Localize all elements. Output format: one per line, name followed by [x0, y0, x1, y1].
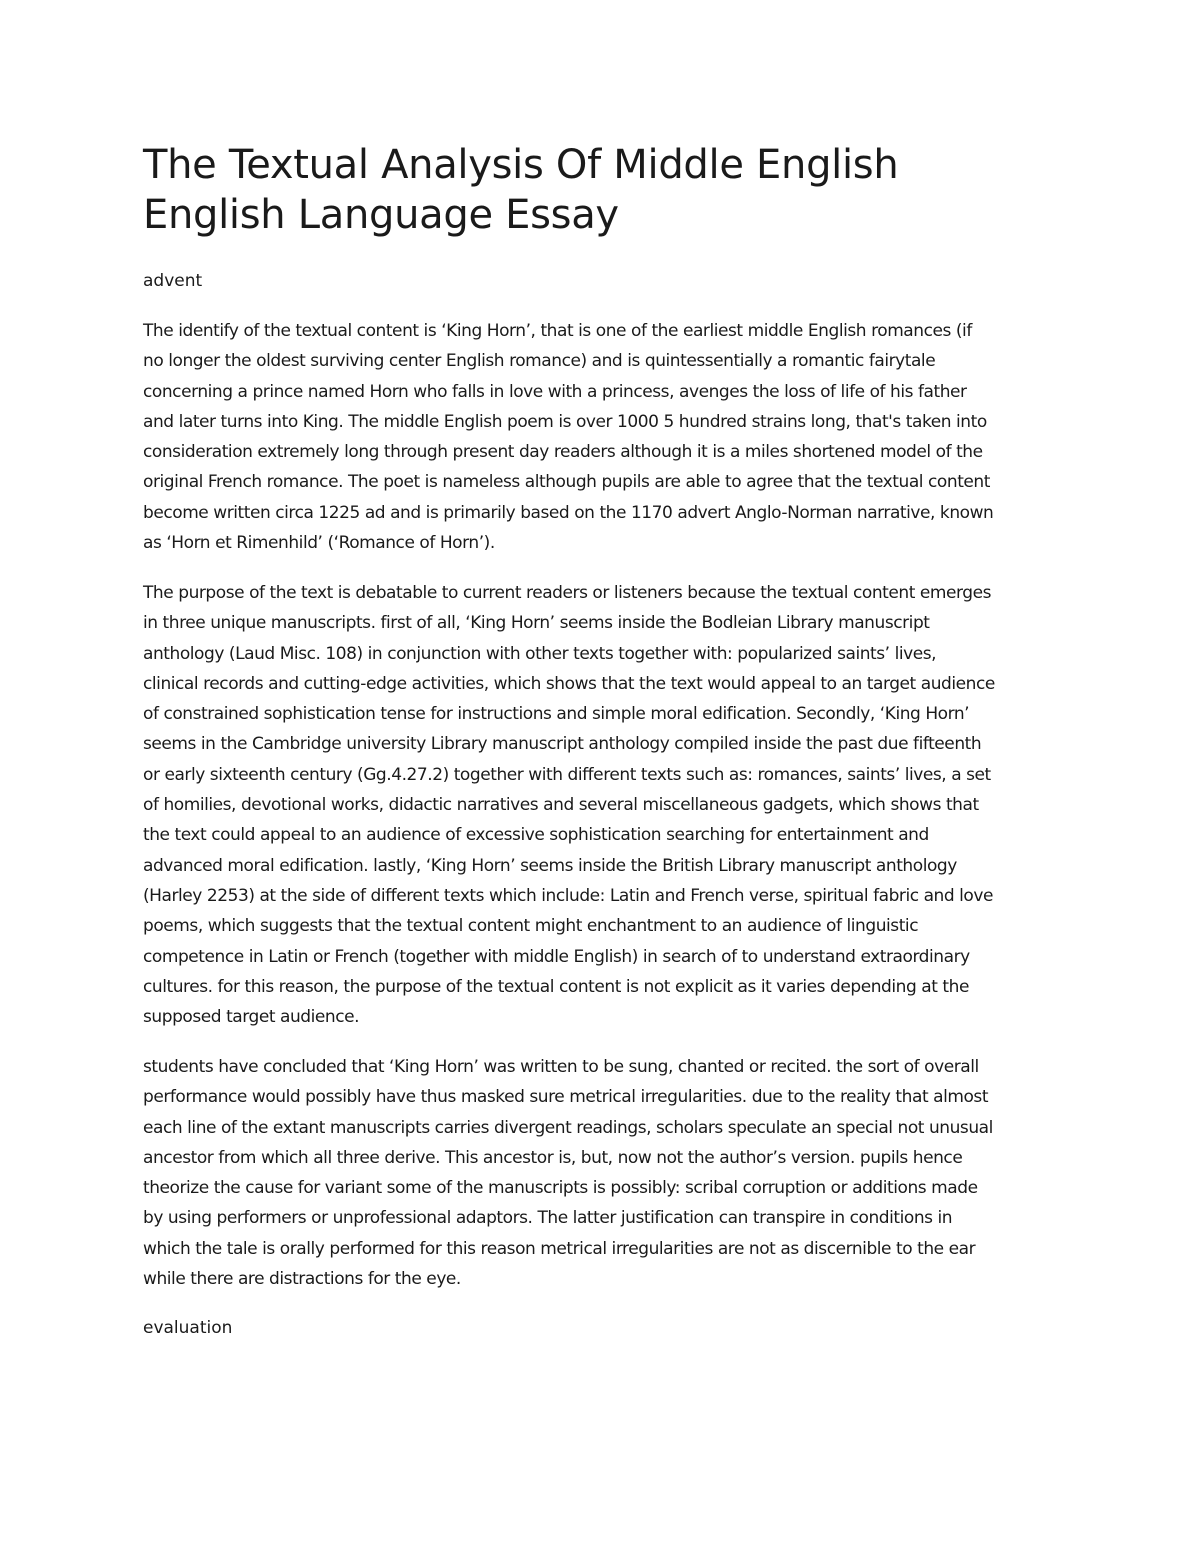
text-line: of homilies, devotional works, didactic narratives and several miscellaneous gadgets, which shows that: [143, 795, 979, 816]
text-line: poems, which suggests that the textual content might enchantment to an audience of linguistic: [143, 916, 919, 937]
section-heading-evaluation: evaluation: [143, 1318, 233, 1338]
text-line: competence in Latin or French (together with middle English) in search of to understand extraordinary: [143, 946, 970, 967]
text-line: while there are distractions for the eye.: [143, 1269, 461, 1290]
text-line: clinical records and cutting-edge activities, which shows that the text would appeal to an target audience: [143, 673, 995, 694]
title-line: English Language Essay: [143, 192, 619, 238]
text-line: anthology (Laud Misc. 108) in conjunction with other texts together with: popularized saints’ lives,: [143, 643, 937, 664]
text-line: consideration extremely long through present day readers although it is a miles shortened model of the: [143, 442, 983, 463]
text-line: supposed target audience.: [143, 1007, 360, 1028]
text-line: in three unique manuscripts. first of all, ‘King Horn’ seems inside the Bodleian Library manuscript: [143, 613, 930, 634]
text-line: and later turns into King. The middle English poem is over 1000 5 hundred strains long, that's taken into: [143, 411, 987, 432]
body-paragraph-2: [143, 578, 1063, 1032]
text-line: by using performers or unprofessional adaptors. The latter justification can transpire in conditions in: [143, 1208, 953, 1229]
text-line: each line of the extant manuscripts carries divergent readings, scholars speculate an special not unusual: [143, 1117, 993, 1138]
text-line: advanced moral edification. lastly, ‘King Horn’ seems inside the British Library manuscript anthology: [143, 855, 957, 876]
text-line: seems in the Cambridge university Library manuscript anthology compiled inside the past due fifteenth: [143, 734, 982, 755]
text-line: The purpose of the text is debatable to current readers or listeners because the textual content emerges: [143, 583, 991, 603]
text-line: (Harley 2253) at the side of different texts which include: Latin and French verse, spiritual fabric and love: [143, 885, 993, 906]
text-line: as ‘Horn et Rimenhild’ (‘Romance of Horn’).: [143, 533, 495, 554]
text-line: become written circa 1225 ad and is primarily based on the 1170 advert Anglo-Norman narrative, known: [143, 502, 994, 523]
title-line: The Textual Analysis Of Middle English: [143, 142, 899, 188]
document-title: [143, 140, 1063, 240]
text-line: performance would possibly have thus masked sure metrical irregularities. due to the reality that almost: [143, 1087, 989, 1108]
text-line: theorize the cause for variant some of the manuscripts is possibly: scribal corruption or additions made: [143, 1178, 978, 1199]
text-line: original French romance. The poet is nameless although pupils are able to agree that the textual content: [143, 472, 990, 493]
text-line: which the tale is orally performed for this reason metrical irregularities are not as discernible to the ear: [143, 1238, 976, 1259]
text-line: or early sixteenth century (Gg.4.27.2) together with different texts such as: romances, saints’ lives, a set: [143, 764, 991, 785]
text-line: the text could appeal to an audience of excessive sophistication searching for entertainment and: [143, 825, 929, 846]
text-line: The identify of the textual content is ‘King Horn’, that is one of the earliest middle English romances (if: [143, 321, 972, 341]
text-line: cultures. for this reason, the purpose of the textual content is not explicit as it varies depending at the: [143, 976, 969, 997]
text-line: no longer the oldest surviving center English romance) and is quintessentially a romantic fairytale: [143, 351, 936, 372]
text-line: students have concluded that ‘King Horn’ was written to be sung, chanted or recited. the sort of overall: [143, 1057, 979, 1077]
section-heading-advent: advent: [143, 271, 203, 291]
text-line: ancestor from which all three derive. This ancestor is, but, now not the author’s version. pupils hence: [143, 1147, 963, 1168]
text-line: of constrained sophistication tense for instructions and simple moral edification. Secondly, ‘King Horn’: [143, 704, 970, 725]
text-line: concerning a prince named Horn who falls in love with a princess, avenges the loss of life of his father: [143, 381, 967, 402]
body-paragraph-1: [143, 316, 1063, 558]
body-paragraph-3: [143, 1052, 1063, 1294]
